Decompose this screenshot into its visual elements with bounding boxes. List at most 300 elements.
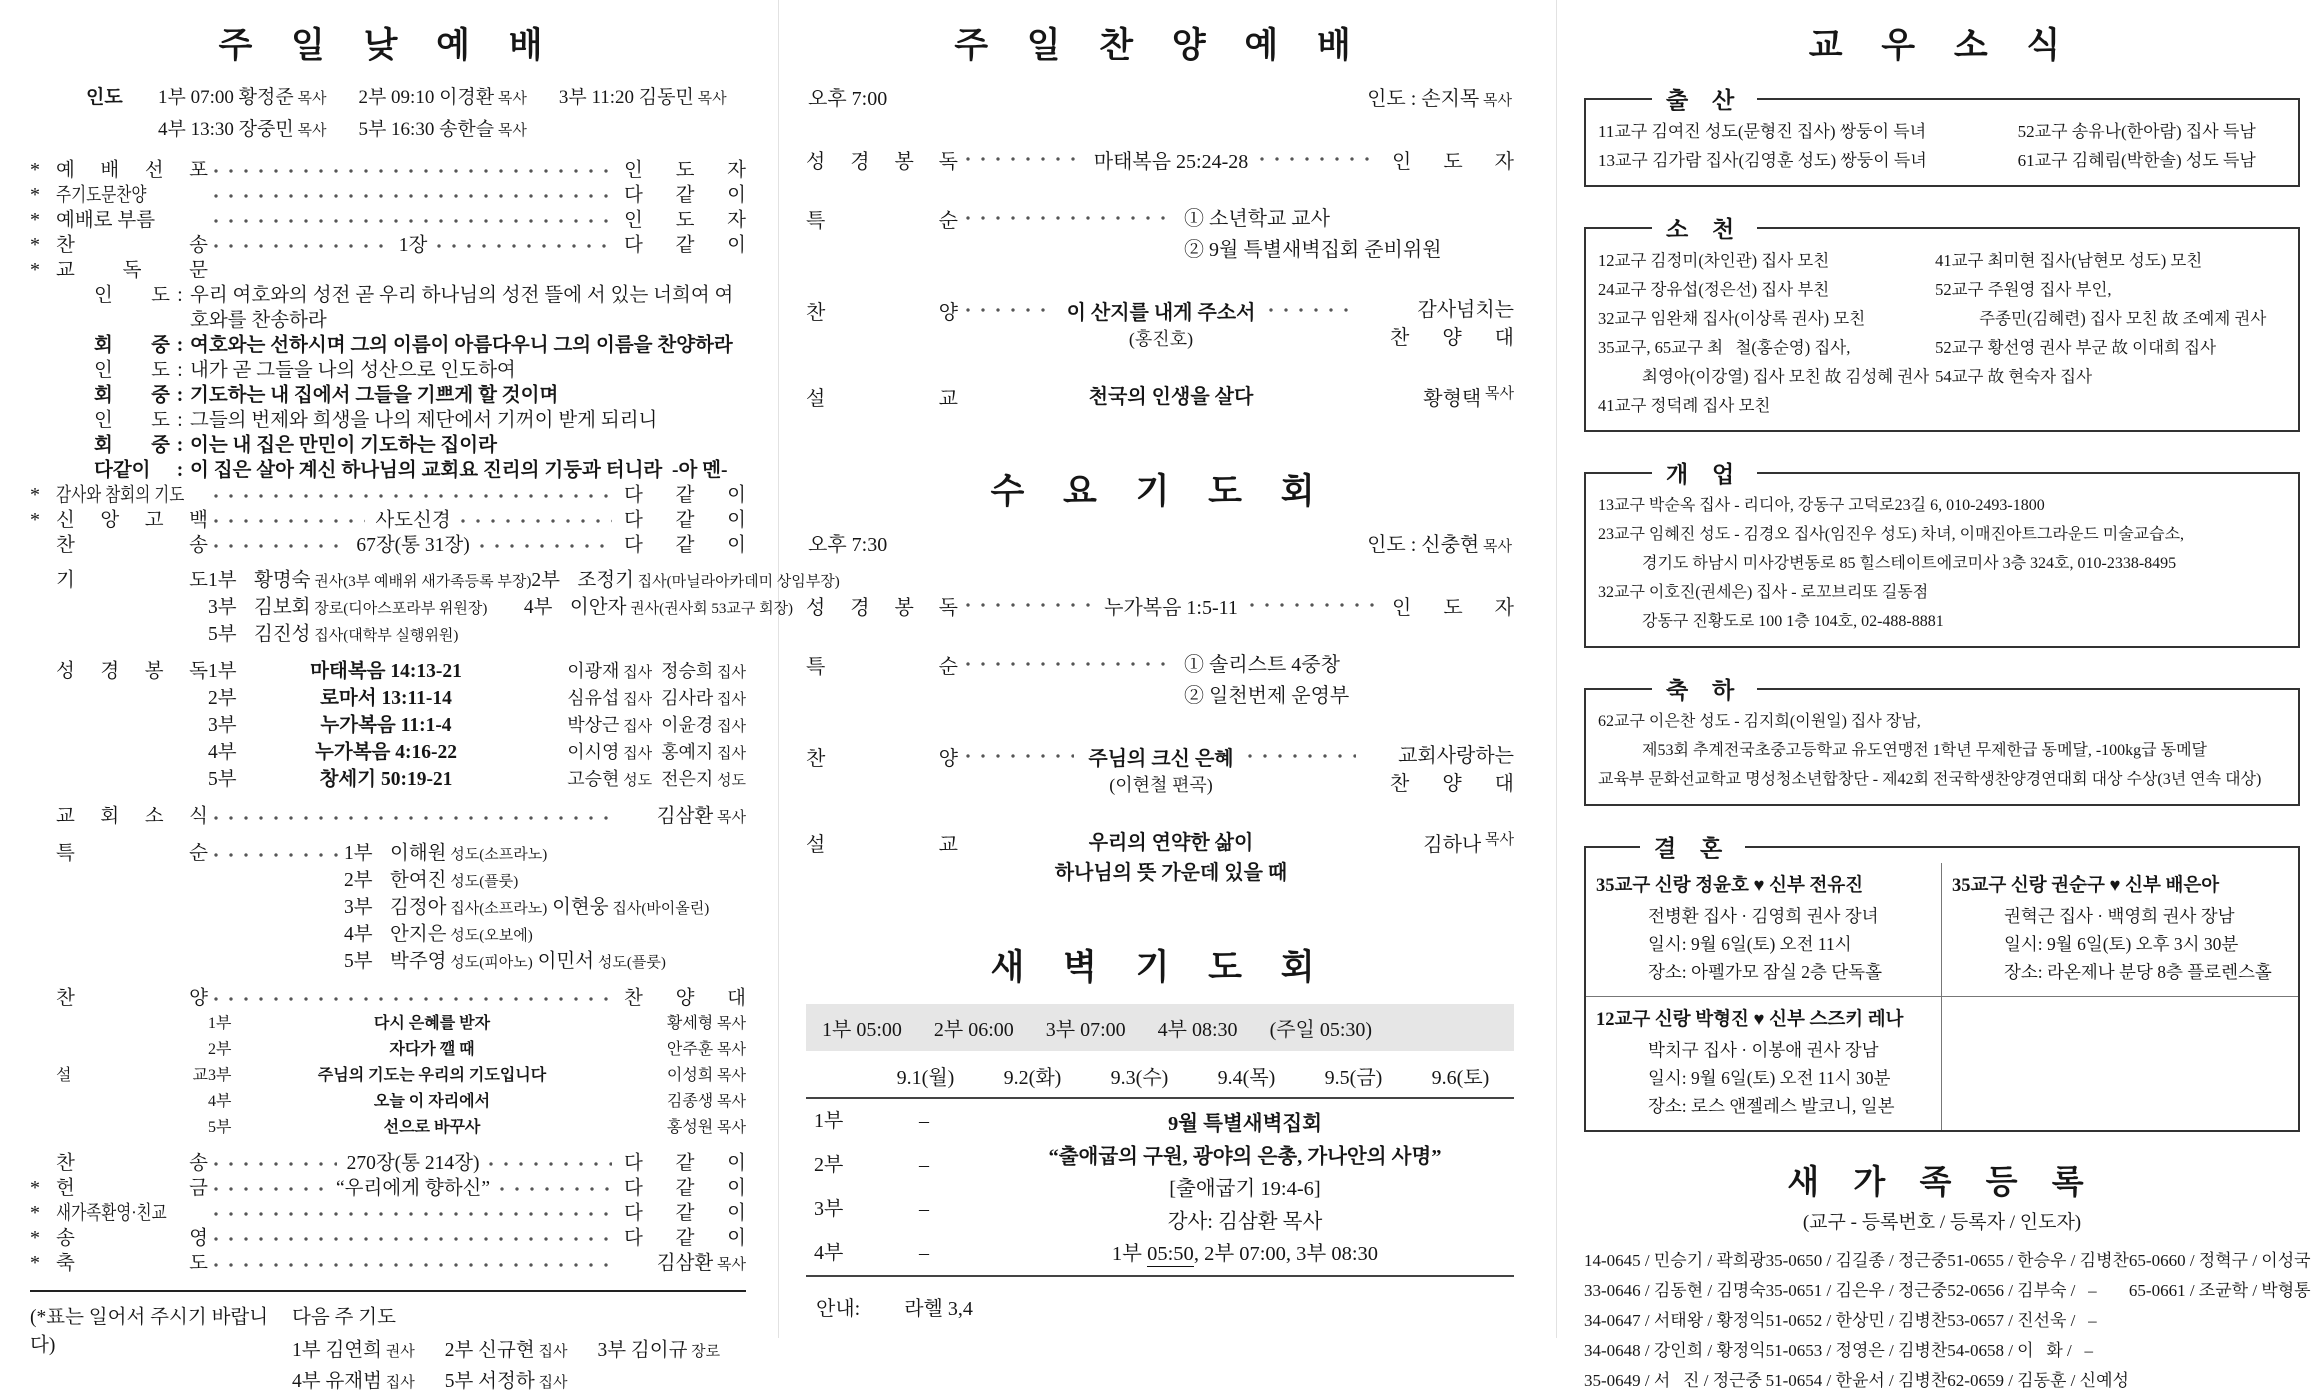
- new-family-entry: 51-0655 / 한승우 / 김병찬: [1947, 1251, 2129, 1270]
- new-family-column: [1947, 1246, 2129, 1391]
- row-right: [618, 533, 746, 558]
- service-number: 5부: [208, 1119, 232, 1136]
- row-label: 성 경 봉 독: [56, 661, 208, 682]
- special-music-row: [208, 868, 746, 895]
- person-name: 전은지: [661, 769, 714, 789]
- leaders-line: [158, 114, 727, 141]
- worship-footer: [30, 1290, 746, 1396]
- passing-entry: 52교구 황선영 권사 부군 故 이대희 집사: [1935, 338, 2217, 357]
- reading-text: 기도하는 내 집에서 그들을 기쁘게 할 것이며: [190, 385, 559, 406]
- new-family-entry: 51-0654 / 한윤서 / 김병찬: [1765, 1371, 1948, 1390]
- dawn-time: (주일 05:30): [1269, 1019, 1373, 1041]
- service-number: 4부: [344, 924, 373, 945]
- passing-entry: 24교구 장유섭(정은선) 집사 부친: [1598, 280, 1830, 299]
- wedding-couple: 12교구 신랑 박형진 ♥ 신부 스즈키 레나: [1596, 1010, 1904, 1030]
- row-label: 축 도: [56, 1253, 208, 1274]
- row-right: [1384, 145, 1514, 174]
- wedding-detail: 박치구 집사 · 이봉애 권사 장남: [1648, 1040, 1879, 1060]
- member-news-section: [1584, 0, 2311, 1391]
- scripture-row: [208, 686, 746, 713]
- star-mark: *: [30, 484, 40, 506]
- person-name: 3부 김이규: [597, 1340, 688, 1361]
- row-right-label: 다 같 이: [624, 535, 746, 556]
- row-label: 교 회 소 식: [56, 806, 208, 827]
- star-mark: *: [30, 509, 40, 531]
- service-time: 오후 7:00: [808, 88, 888, 110]
- order-row: [806, 742, 1514, 798]
- row-label: 찬 송: [56, 535, 208, 556]
- row-label: [56, 1037, 208, 1062]
- reading-colon: :: [176, 460, 184, 481]
- order-row: [30, 158, 746, 183]
- order-row: [806, 650, 1514, 712]
- row-label: 새가족환영·친교: [56, 1203, 167, 1224]
- row-right-label: 찬 양 대: [624, 988, 746, 1009]
- birth-box-title: 출 산: [1666, 88, 1744, 113]
- service-time: 오후 7:30: [808, 534, 888, 556]
- sermon-row: [30, 1089, 746, 1115]
- new-family-title: 새 가 족 등 록: [1787, 1165, 2097, 1201]
- row-label: 감사와 참회의 기도: [56, 485, 185, 506]
- reading-speaker: 회 중: [94, 335, 170, 356]
- wedding-cell: [1942, 863, 2298, 997]
- row-right: [618, 183, 746, 208]
- person-name: 이해원: [390, 843, 447, 864]
- person-name: 2부 09:10 이경환: [358, 87, 495, 108]
- order-row: [30, 533, 746, 558]
- reading-text: 그들의 번제와 희생을 나의 제단에서 기꺼이 받게 되리니: [190, 410, 658, 431]
- role-suffix: 집사: [713, 746, 746, 762]
- service-number: 3부: [344, 897, 373, 918]
- sermon-pastor: [596, 1011, 746, 1037]
- special-music-row: [208, 949, 746, 976]
- choir-line: 찬 양 대: [1390, 327, 1515, 349]
- reading-colon: :: [176, 385, 184, 406]
- dawn-prayer-title: 새 벽 기 도 회: [990, 948, 1330, 987]
- sunday-day-worship-order: [30, 82, 840, 1278]
- text: 32교구 이호진(권세은) 집사 -: [1598, 584, 1801, 601]
- prayer-item: [531, 568, 839, 595]
- person-name: 황명숙: [254, 570, 311, 591]
- service-number: 1부: [208, 1015, 232, 1032]
- row-center: “우리에게 향하신”: [335, 1178, 491, 1199]
- service-number: 5부: [344, 951, 373, 972]
- service-number: 2부: [208, 1041, 232, 1058]
- next-week-prayer-item: [292, 1334, 415, 1362]
- star-mark: *: [30, 1202, 40, 1224]
- reading-colon: :: [176, 335, 184, 356]
- text: 62교구: [1598, 713, 1649, 730]
- order-row: [30, 483, 746, 508]
- dawn-row-label: 2부: [814, 1154, 844, 1176]
- sermon-pastor: [1384, 828, 1514, 857]
- person-name: 정승희: [661, 661, 714, 681]
- service-header: [808, 528, 1512, 557]
- row-right: [618, 1226, 746, 1251]
- row-right: [618, 233, 746, 258]
- passing-entry: 32교구 임완채 집사(이상록 권사) 모친: [1598, 309, 1866, 328]
- passing-entry: 12교구 김정미(차인관) 집사 모친: [1598, 251, 1830, 270]
- reading-speaker: 회 중: [94, 435, 170, 456]
- special-music-item: [344, 841, 746, 868]
- text: , 강동구 고덕로23길 6, 010-2493-1800: [1789, 497, 2045, 514]
- dots-leader: [966, 602, 1092, 608]
- row-right-label: 다 같 이: [624, 485, 746, 506]
- reading-text: 우리 여호와의 성전 곧 우리 하나님의 성전 뜰에 서 있는 너희여 여호와를 찬송하라: [190, 285, 734, 331]
- underlined-time: 05:50: [1147, 1243, 1194, 1265]
- dawn-grid: [806, 1099, 1514, 1275]
- wedding-couple: 35교구 신랑 정윤호 ♥ 신부 전유진: [1596, 876, 1864, 896]
- passing-column: [1935, 246, 2286, 420]
- birth-entry: 61교구 김혜림(박한솔) 성도 득남: [2017, 151, 2256, 170]
- dots-leader: [214, 1262, 612, 1268]
- leader-item: [158, 82, 326, 109]
- row-right-label: 인 도 자: [624, 210, 746, 231]
- role-suffix: 목사: [1479, 93, 1512, 109]
- person-name: 김진성: [254, 624, 311, 645]
- congrats-entry: [1598, 736, 2286, 765]
- person-name: 이시영: [567, 742, 620, 762]
- person-name: 3부 11:20 김동민: [558, 87, 694, 108]
- role-suffix: 집사: [619, 719, 653, 735]
- opening-entry: [1598, 607, 2286, 636]
- next-week-prayer-item: [445, 1334, 568, 1362]
- responsive-reading-line: [30, 383, 746, 408]
- service-number: 3부: [208, 597, 237, 618]
- scripture-row: [208, 767, 746, 794]
- role-suffix: 집사(바이올린): [608, 901, 710, 917]
- next-week-prayer-line: [292, 1365, 720, 1393]
- star-mark: *: [30, 184, 40, 206]
- row-right: [618, 158, 746, 183]
- star-mark: *: [30, 234, 40, 256]
- dots-leader: [1248, 753, 1356, 759]
- row-right-label: 다 같 이: [624, 1153, 746, 1174]
- responsive-reading-line: [30, 283, 746, 333]
- leader-item: [158, 114, 326, 141]
- dots-leader: [214, 543, 346, 549]
- prayer-item: [524, 595, 840, 622]
- sermon-title: 오늘 이 자리에서: [373, 1093, 491, 1110]
- special-music-row: [208, 922, 746, 949]
- next-week-prayer-line: [292, 1334, 720, 1362]
- text: [652, 742, 661, 762]
- choir-line: 찬 양 대: [1390, 773, 1514, 795]
- service-leader: [1367, 82, 1512, 111]
- prayer-item: [208, 595, 524, 622]
- sermon-row: [30, 1115, 746, 1141]
- text: 성도 - 김지희(이원일) 집사 장남,: [1695, 713, 1921, 730]
- special-item: ② 일천번제 운영부: [1184, 685, 1350, 707]
- role-suffix: 집사: [534, 1344, 568, 1360]
- wedding-couple: 35교구 신랑 권순구 ♥ 신부 배은아: [1952, 876, 2220, 896]
- opening-box: [1584, 456, 2300, 648]
- birth-box: [1584, 82, 2300, 187]
- star-mark: *: [30, 1227, 40, 1249]
- congrats-box: [1584, 672, 2300, 806]
- birth-entry: 52교구 송유나(한아람) 집사 득남: [2017, 122, 2256, 141]
- service-header: [808, 82, 1512, 111]
- special-item: ② 9월 특별새벽집회 준비위원: [1184, 239, 1442, 261]
- role-suffix: 목사: [1481, 386, 1514, 402]
- dawn-event-schedule: [976, 1236, 1514, 1266]
- new-family-entry: 35-0651 / 김은우 / 정근중: [1765, 1281, 1948, 1300]
- scripture-passage: 로마서 13:11-14: [320, 688, 452, 709]
- wedding-detail: 장소: 로스 앤젤레스 발코니, 일본: [1648, 1096, 1895, 1116]
- new-family-entry: 53-0657 / 진선욱 / –: [1947, 1311, 2097, 1330]
- wedding-detail: 권혁근 집사 · 백영희 권사 장남: [2004, 906, 2235, 926]
- birth-entry: 13교구 김가람 집사(김영훈 성도) 쌍둥이 득녀: [1598, 151, 1927, 170]
- reading-colon: :: [177, 410, 183, 431]
- role-suffix: 성도: [619, 773, 653, 789]
- row-right-label: 다 같 이: [624, 185, 746, 206]
- scripture-readers: [508, 659, 746, 686]
- new-family-entry: 33-0646 / 김동현 / 김명숙: [1584, 1281, 1766, 1300]
- role-suffix: 목사: [693, 91, 727, 107]
- scripture-readers: [508, 767, 746, 794]
- dots-leader: [214, 168, 612, 174]
- role-suffix: 장로: [687, 1344, 721, 1360]
- person-name: 이성희: [666, 1067, 714, 1084]
- scripture-row: [208, 713, 746, 740]
- role-suffix: 목사: [494, 123, 527, 139]
- service-number: 2부: [344, 870, 373, 891]
- scripture-row: [208, 659, 746, 686]
- role-suffix: 집사: [713, 665, 746, 681]
- birth-entry: 11교구 김여진 성도(문형진 집사) 쌍둥이 득녀: [1598, 122, 1927, 141]
- role-suffix: 성도(오보에): [446, 928, 533, 944]
- role-suffix: 목사: [1479, 539, 1512, 555]
- dots-leader: [966, 156, 1082, 162]
- wedding-detail: 일시: 9월 6일(토) 오전 11시: [1648, 934, 1852, 954]
- next-week-prayer-item: [597, 1334, 720, 1362]
- business-name: 문화선교학교 명성청소년합창단: [1648, 771, 1869, 788]
- person-name: 이윤경: [661, 715, 714, 735]
- reading-colon: :: [177, 360, 183, 381]
- row-right: [618, 208, 746, 233]
- choir-name: [1364, 742, 1514, 798]
- new-family-entry: 54-0658 / 이 화 / –: [1947, 1341, 2093, 1360]
- order-row: [30, 841, 746, 976]
- role-suffix: 목사: [713, 1042, 746, 1058]
- sermon-title: 다시 은혜를 받자: [373, 1015, 491, 1032]
- leaders-lines: [158, 82, 727, 146]
- row-label: [56, 1115, 208, 1140]
- new-family-entry: 35-0650 / 김길종 / 정근중: [1765, 1251, 1948, 1270]
- special-music-item: [344, 949, 746, 976]
- anthem-title: 주님의 크신 은혜: [1088, 748, 1234, 770]
- reading-text: 이 집은 살아 계신 하나님의 교회요 진리의 기둥과 터니라 -아 멘-: [190, 460, 728, 481]
- dawn-date: 9.2(화): [1003, 1067, 1062, 1089]
- leaders-label: 인도: [86, 87, 123, 108]
- new-family-column: [2129, 1246, 2311, 1391]
- role-suffix: 목사: [293, 91, 327, 107]
- scripture-readers: [508, 740, 746, 767]
- row-label: 설 교: [56, 1067, 208, 1084]
- service-number: 1부: [344, 843, 373, 864]
- person-name: 이민서: [537, 951, 595, 972]
- row-right: [618, 986, 746, 1011]
- reading-colon: :: [176, 435, 184, 456]
- scripture-readers: [508, 713, 746, 740]
- dots-leader: [214, 218, 612, 224]
- passing-entry: 41교구 최미현 집사(남현모 성도) 모친: [1935, 251, 2203, 270]
- order-row: [30, 233, 746, 258]
- reading-text: 여호와는 선하시며 그의 이름이 아름다우니 그의 이름을 찬양하라: [190, 335, 733, 356]
- row-right: [618, 804, 746, 831]
- row-right-label: 인 도 자: [624, 160, 746, 181]
- dots-leader: [1269, 307, 1356, 313]
- reading-colon: :: [177, 285, 183, 306]
- dawn-row-label: 3부: [814, 1198, 844, 1220]
- passing-column: [1598, 246, 1935, 420]
- dawn-event-passage: [출애굽기 19:4-6]: [1169, 1178, 1321, 1200]
- order-row: [30, 1176, 746, 1201]
- row-label: 송 영: [56, 1228, 208, 1249]
- new-family-subtitle: (교구 - 등록번호 / 등록자 / 인도자): [1802, 1212, 2082, 1233]
- service-number: 1부: [208, 661, 237, 682]
- reading-speaker: 인 도: [94, 360, 170, 381]
- service-number: 1부: [208, 570, 237, 591]
- person-name: 박상근: [567, 715, 620, 735]
- person-name: 홍예지: [661, 742, 714, 762]
- opening-entry: [1598, 491, 2286, 520]
- wedding-cell: [1586, 997, 1942, 1130]
- service-number: 5부: [208, 624, 237, 645]
- wedding-box: [1584, 830, 2300, 1132]
- new-family-entry: 65-0661 / 조균학 / 박형통: [2128, 1281, 2311, 1300]
- notice-label: 안내:: [816, 1298, 861, 1320]
- row-center: 1장: [398, 235, 428, 256]
- text: 23교구 임혜진 성도 - 김경오 집사(임진우 성도) 차녀,: [1598, 526, 1960, 543]
- star-mark: *: [30, 1252, 40, 1274]
- wedding-cell: [1586, 863, 1942, 997]
- passing-columns: [1598, 246, 2286, 420]
- text: 교육부: [1598, 771, 1649, 788]
- dawn-dash: –: [919, 1198, 929, 1220]
- sermon-pastor: [596, 1037, 746, 1063]
- wedding-detail: 전병환 집사 · 김영희 권사 장녀: [1648, 906, 1879, 926]
- new-family-entry: 35-0649 / 서 진 / 정근중: [1584, 1371, 1762, 1390]
- dawn-event-speaker: 강사: 김삼환 목사: [1167, 1210, 1323, 1233]
- dawn-date: 9.3(수): [1110, 1067, 1169, 1089]
- wednesday-prayer-order: [806, 528, 1514, 888]
- special-music-item: [344, 895, 746, 922]
- new-family-entry: 34-0648 / 강인희 / 황정익: [1584, 1341, 1766, 1360]
- new-family-entry: 52-0656 / 김부숙 / –: [1947, 1281, 2097, 1300]
- person-name: 안주훈: [666, 1041, 714, 1058]
- prayer-list: [208, 568, 840, 649]
- column-divider: [778, 0, 779, 1338]
- responsive-reading-line: [30, 333, 746, 358]
- role-suffix: 집사: [619, 665, 653, 681]
- column-divider: [1556, 0, 1557, 1338]
- prayer-item: [208, 622, 840, 649]
- dots-leader: [480, 543, 612, 549]
- order-row: [806, 145, 1514, 174]
- order-row: [30, 1201, 746, 1226]
- anthem-center: [1061, 296, 1262, 351]
- dawn-time: 1부 05:00: [822, 1019, 902, 1041]
- dots-leader: [214, 852, 338, 858]
- dawn-dash: –: [919, 1110, 929, 1132]
- row-right-label: 다 같 이: [624, 1178, 747, 1199]
- prayer-row: [208, 595, 840, 622]
- special-music-row: [208, 895, 746, 922]
- special-music-item: [344, 868, 746, 895]
- text: - 제42회 전국학생찬양경연대회 대상 수상(3년 연속 대상): [1868, 771, 2262, 788]
- dawn-special-info: [976, 1099, 1514, 1275]
- role-suffix: 집사: [619, 692, 653, 708]
- stand-note: (*표는 일어서 주시기 바랍니다): [30, 1307, 269, 1356]
- text: 강동구 진황도로 100 1층 104호, 02-488-8881: [1642, 613, 1944, 630]
- row-right-label: 다 같 이: [624, 510, 747, 531]
- dots-leader: [1250, 602, 1376, 608]
- special-items: [1184, 650, 1514, 712]
- wednesday-prayer-title: 수 요 기 도 회: [990, 472, 1330, 511]
- row-right: [618, 508, 746, 533]
- new-family-grid: [1584, 1246, 2311, 1391]
- wedding-detail: 장소: 아펠가모 잠실 2층 단독홀: [1648, 962, 1882, 982]
- text: 13교구 박순옥 집사 -: [1598, 497, 1744, 514]
- choir-name: [1364, 296, 1514, 352]
- sermon-title-line: 하나님의 뜻 가운데 있을 때: [1054, 862, 1288, 884]
- order-row: [806, 296, 1514, 352]
- row-label: 헌 금: [56, 1178, 208, 1199]
- new-family-entry: 34-0647 / 서태왕 / 황정익: [1584, 1311, 1766, 1330]
- congrats-entry: [1598, 707, 2286, 736]
- dawn-dash: –: [919, 1242, 929, 1264]
- business-name: 리디아: [1743, 497, 1790, 514]
- passing-entry: 54교구 故 현숙자 집사: [1935, 367, 2093, 386]
- person-name: 이광재: [567, 661, 620, 681]
- anthem-center: [1082, 742, 1239, 797]
- business-name: 이매진아트그라운드 미술교습소: [1959, 526, 2181, 543]
- row-right: [1384, 591, 1514, 620]
- row-label: 설 교: [806, 834, 958, 856]
- person-name: 5부 16:30 송한슬: [358, 119, 495, 140]
- sermon-pastor: [596, 1063, 746, 1089]
- row-label: 특 순: [806, 656, 958, 678]
- congrats-entry: [1598, 765, 2286, 794]
- text: ,: [2180, 526, 2185, 543]
- row-right-label: 다 같 이: [624, 235, 746, 256]
- text: [806, 1061, 872, 1090]
- dots-leader: [966, 753, 1074, 759]
- dots-leader: [966, 307, 1053, 313]
- responsive-reading-line: [30, 433, 746, 458]
- person-name: 고승현: [567, 769, 620, 789]
- new-family-entry: 51-0652 / 한상민 / 김병찬: [1765, 1311, 1948, 1330]
- person-name: 5부 서정하: [444, 1371, 535, 1392]
- wedding-box-title: 결 혼: [1654, 836, 1732, 861]
- row-label: 예배로 부름: [56, 210, 156, 231]
- person-name: 김삼환: [656, 806, 714, 827]
- wedding-detail: 일시: 9월 6일(토) 오전 11시 30분: [1648, 1068, 1891, 1088]
- sermon-pastor: [596, 1089, 746, 1115]
- text: [652, 688, 661, 708]
- scripture-passage: 마태복음 25:24-28: [1093, 151, 1249, 173]
- dots-leader: [214, 193, 612, 199]
- role-suffix: 목사: [1481, 832, 1514, 848]
- order-row: [30, 183, 746, 208]
- opening-entry: [1598, 520, 2286, 549]
- sermon-title: 선으로 바꾸사: [383, 1119, 481, 1136]
- sermon-row: [30, 1011, 746, 1037]
- service-leader: [1367, 528, 1512, 557]
- role-suffix: 집사: [619, 746, 653, 762]
- role-suffix: 권사(권사회 53교구 회장): [626, 601, 794, 617]
